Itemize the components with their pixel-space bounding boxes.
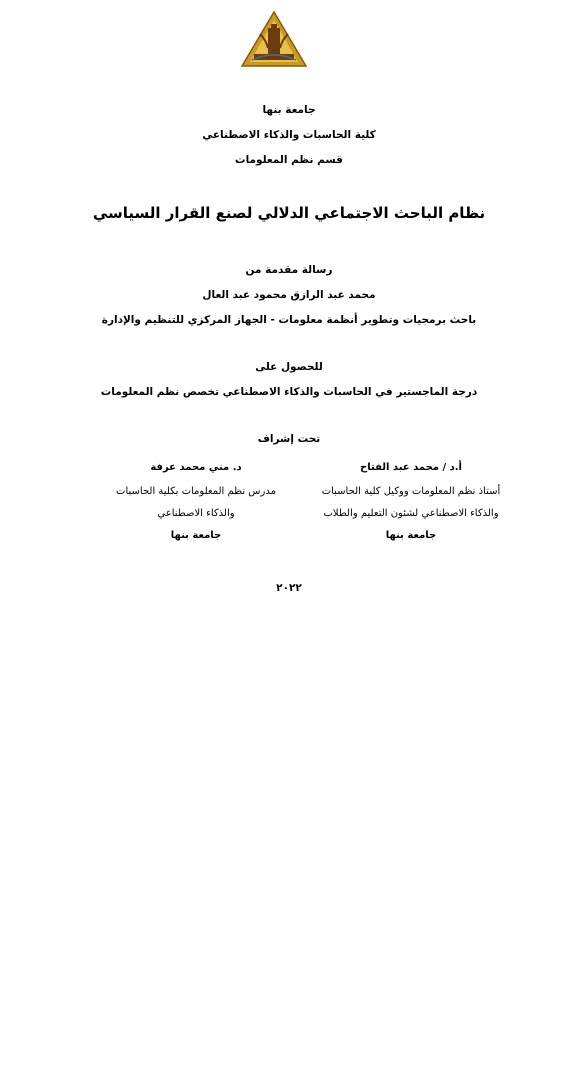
author-name: محمد عبد الرازق محمود عبد العال: [202, 289, 376, 301]
supervisor1-name: أ.د / محمد عبد الفتاح: [360, 462, 462, 473]
supervision-heading: تحت إشراف: [257, 433, 321, 445]
year: ٢٠٢٢: [276, 582, 302, 594]
department-name: قسم نظم المعلومات: [235, 154, 343, 166]
supervisor2-title-line2: والذكاء الاصطناعي: [157, 508, 235, 519]
supervisor1-title-line2: والذكاء الاصطناعي لشئون التعليم والطلاب: [323, 508, 499, 519]
supervisor2-name: د. مني محمد عرفة: [150, 462, 242, 473]
faculty-name: كلية الحاسبات والذكاء الاصطناعي: [202, 129, 376, 141]
supervisor1-university: جامعة بنها: [385, 530, 437, 541]
supervisor2-title-line1: مدرس نظم المعلومات بكلية الحاسبات: [116, 486, 276, 497]
degree-text: درجة الماجستير في الحاسبات والذكاء الاصطناعي تخصص نظم المعلومات: [100, 386, 478, 398]
supervisor1-title-line1: أستاذ نظم المعلومات ووكيل كلية الحاسبات: [321, 486, 501, 497]
thesis-title: نظام الباحث الاجتماعي الدلالي لصنع القرار السياسي: [92, 204, 486, 222]
degree-intro: للحصول على: [255, 361, 323, 373]
submitted-intro: رسالة مقدمة من: [245, 264, 333, 276]
university-logo-icon: [240, 10, 308, 70]
university-name: جامعة بنها: [262, 104, 316, 116]
author-position: باحث برمجيات وتطوير أنظمة معلومات - الجهاز المركزي للتنظيم والإدارة: [101, 314, 477, 326]
supervisor2-university: جامعة بنها: [170, 530, 222, 541]
